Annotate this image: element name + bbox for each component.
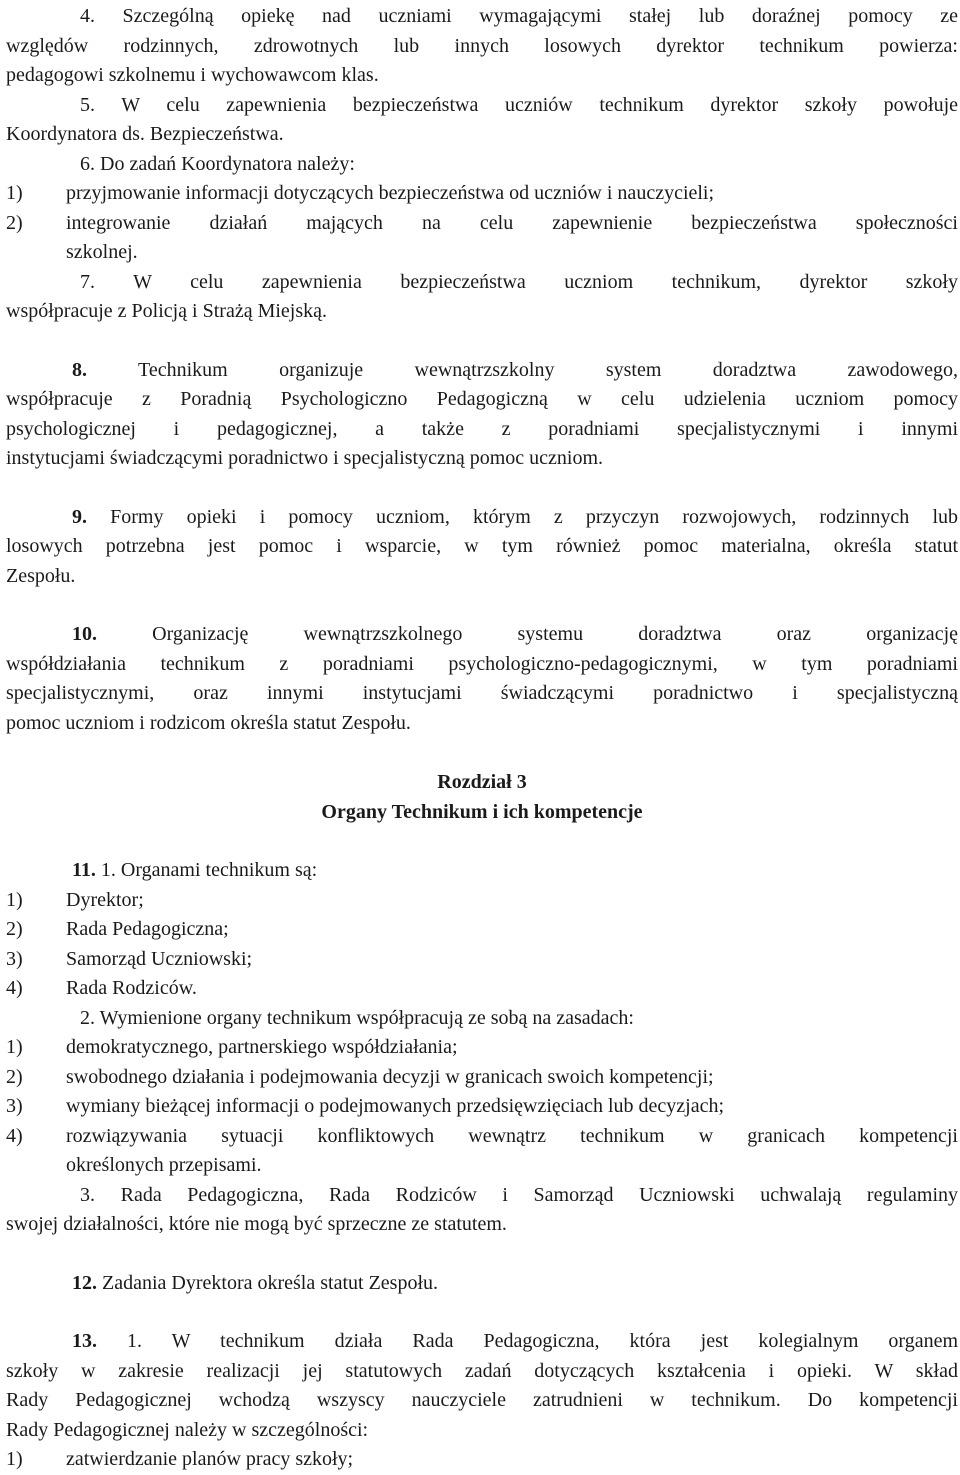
text-line: Rady Pedagogicznej należy w szczególności: xyxy=(6,1418,369,1441)
paragraph-5 xyxy=(6,91,958,150)
list-text: Samorząd Uczniowski; xyxy=(66,947,253,970)
spacer xyxy=(6,738,958,767)
section-text: 1. Organami technikum są: xyxy=(100,859,318,881)
list-item xyxy=(6,1122,958,1152)
text-line: szkoły w zakresie realizacji jej statutowych zadań dotyczących kształcenia i opieki. W skład xyxy=(6,1359,958,1382)
list-item xyxy=(6,1063,958,1093)
text-line: 4. Szczególną opiekę nad uczniami wymagającymi stałej lub doraźnej pomocy ze xyxy=(80,5,958,27)
spacer xyxy=(6,327,958,356)
section-13 xyxy=(6,1327,958,1475)
section-number: 12. xyxy=(72,1271,97,1294)
spacer xyxy=(6,474,958,503)
list-number: 2) xyxy=(6,211,23,234)
list-number: 4) xyxy=(6,977,23,999)
list-text: Dyrektor; xyxy=(66,888,144,911)
paragraph-intro: 2. Wymienione organy technikum współpracują ze sobą na zasadach: xyxy=(80,1006,634,1029)
list-number: 1) xyxy=(6,888,23,911)
text-line: instytucjami świadczącymi poradnictwo i specjalistyczną pomoc uczniom. xyxy=(6,447,604,469)
chapter-title: Rozdział 3 xyxy=(437,771,527,793)
section-text: Organizację wewnątrzszkolnego systemu doradztwa oraz organizację xyxy=(152,623,958,645)
list-text: swobodnego działania i podejmowania decyzji w granicach swoich kompetencji; xyxy=(66,1065,714,1088)
list-item xyxy=(6,915,958,945)
section-text: Technikum organizuje wewnątrzszkolny system doradztwa zawodowego, xyxy=(138,358,958,381)
spacer xyxy=(6,591,958,620)
text-line: 3. Rada Pedagogiczna, Rada Rodziców i Samorząd Uczniowski uchwalają regulaminy xyxy=(80,1183,958,1206)
list-text: zatwierdzanie planów pracy szkoły; xyxy=(66,1448,354,1470)
paragraph-7 xyxy=(6,268,958,327)
section-11 xyxy=(6,856,958,1240)
section-number: 10. xyxy=(72,623,97,645)
document-page xyxy=(6,2,958,1475)
text-line: specjalistycznymi, oraz innymi instytucjami świadczącymi poradnictwo i specjalistyczną xyxy=(6,682,958,704)
text-line xyxy=(6,1327,958,1357)
list-text: rozwiązywania sytuacji konfliktowych wewnątrz technikum w granicach kompetencji xyxy=(66,1124,958,1147)
paragraph-4 xyxy=(6,2,958,91)
list-text-continuation: określonych przepisami. xyxy=(66,1154,262,1176)
list-text-continuation: szkolnej. xyxy=(66,241,138,263)
text-line: współpracuje z Poradnią Psychologiczno Pedagogiczną w celu udzielenia uczniom pomocy xyxy=(6,388,958,410)
paragraph-intro: 6. Do zadań Koordynatora należy: xyxy=(80,152,355,175)
section-number: 13. xyxy=(72,1330,97,1352)
text-line xyxy=(6,1269,958,1299)
list-number: 3) xyxy=(6,1095,23,1117)
list-text: wymiany bieżącej informacji o podejmowanych przedsięwzięciach lub decyzjach; xyxy=(66,1095,725,1117)
section-12 xyxy=(6,1269,958,1299)
text-line xyxy=(6,856,958,886)
text-line: współdziałania technikum z poradniami psychologiczno-pedagogicznymi, w tym poradniami xyxy=(6,652,958,675)
list-item xyxy=(6,209,958,239)
text-line: Rady Pedagogicznej wchodzą wszyscy nauczyciele zatrudnieni w technikum. Do kompetencji xyxy=(6,1389,958,1411)
list-text: przyjmowanie informacji dotyczących bezpieczeństwa od uczniów i nauczycieli; xyxy=(66,182,715,204)
text-line: 7. W celu zapewnienia bezpieczeństwa uczniom technikum, dyrektor szkoły xyxy=(80,270,958,293)
text-line: Koordynatora ds. Bezpieczeństwa. xyxy=(6,123,284,145)
list-item xyxy=(6,1033,958,1063)
list-number: 3) xyxy=(6,947,23,970)
text-line: 5. W celu zapewnienia bezpieczeństwa uczniów technikum dyrektor szkoły powołuje xyxy=(80,93,958,116)
text-line: pomoc uczniom i rodzicom określa statut Zespołu. xyxy=(6,711,411,734)
list-number: 1) xyxy=(6,1036,23,1058)
list-text: demokratycznego, partnerskiego współdziałania; xyxy=(66,1036,458,1058)
list-item xyxy=(6,945,958,975)
spacer xyxy=(6,827,958,856)
section-text: 1. W technikum działa Rada Pedagogiczna, która jest kolegialnym organem xyxy=(127,1330,958,1352)
text-line: względów rodzinnych, zdrowotnych lub innych losowych dyrektor technikum powierza: xyxy=(6,34,958,57)
list-item xyxy=(6,1445,958,1475)
section-9 xyxy=(6,503,958,592)
section-number: 8. xyxy=(72,358,87,381)
text-line: losowych potrzebna jest pomoc i wsparcie, w tym również pomoc materialna, określa statut xyxy=(6,535,958,557)
list-item xyxy=(6,974,958,1004)
text-line xyxy=(6,503,958,533)
list-item xyxy=(6,1092,958,1122)
text-line: psychologicznej i pedagogicznej, a także z poradniami specjalistycznymi i innymi xyxy=(6,417,958,440)
chapter-subtitle: Organy Technikum i ich kompetencje xyxy=(321,801,643,823)
text-line: swojej działalności, które nie mogą być sprzeczne ze statutem. xyxy=(6,1213,507,1235)
text-line: pedagogowi szkolnemu i wychowawcom klas. xyxy=(6,64,379,86)
text-line xyxy=(6,620,958,650)
section-10 xyxy=(6,620,958,738)
section-text: Formy opieki i pomocy uczniom, którym z przyczyn rozwojowych, rodzinnych lub xyxy=(110,505,958,528)
section-8 xyxy=(6,356,958,474)
list-number: 2) xyxy=(6,1065,23,1088)
list-number: 2) xyxy=(6,918,23,940)
chapter-heading xyxy=(6,767,958,827)
text-line: współpracuje z Policją i Strażą Miejską. xyxy=(6,300,328,322)
list-number: 1) xyxy=(6,1448,23,1470)
spacer xyxy=(6,1298,958,1327)
spacer xyxy=(6,1240,958,1269)
list-item xyxy=(6,886,958,916)
list-text: integrowanie działań mających na celu zapewnienie bezpieczeństwa społeczności xyxy=(66,211,958,234)
paragraph-6 xyxy=(6,150,958,268)
section-number: 9. xyxy=(72,505,87,528)
list-item xyxy=(6,179,958,209)
section-text: Zadania Dyrektora określa statut Zespołu. xyxy=(102,1271,438,1294)
list-text: Rada Rodziców. xyxy=(66,977,197,999)
text-line xyxy=(6,356,958,386)
list-number: 4) xyxy=(6,1124,23,1147)
list-number: 1) xyxy=(6,182,23,204)
text-line: Zespołu. xyxy=(6,564,76,587)
section-number: 11. xyxy=(72,859,96,881)
list-text: Rada Pedagogiczna; xyxy=(66,918,229,940)
